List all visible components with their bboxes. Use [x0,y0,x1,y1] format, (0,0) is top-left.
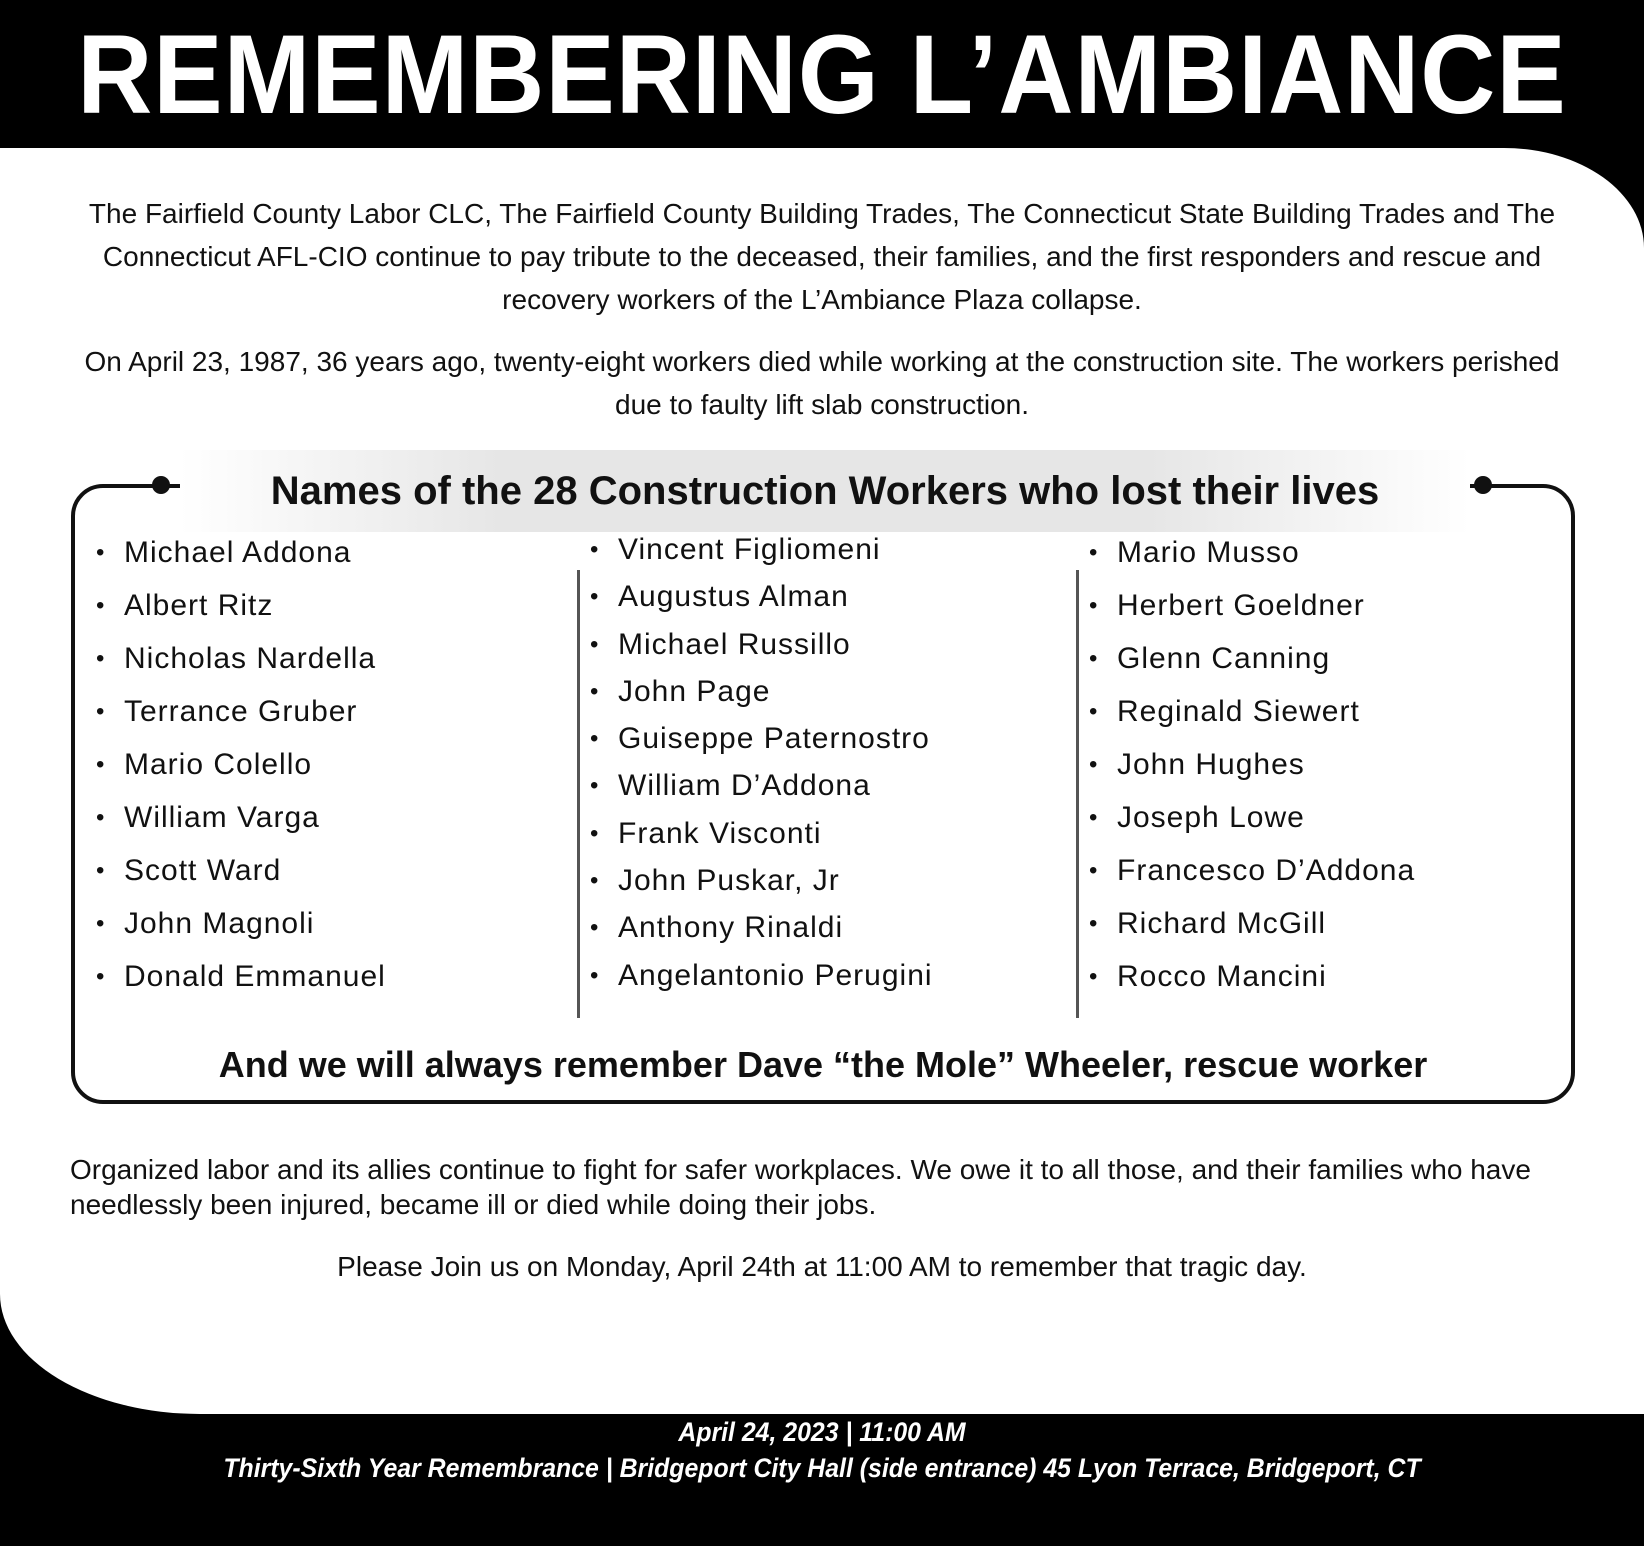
list-item: • John Puskar, Jr [588,857,933,904]
list-item: • John Magnoli [94,897,386,950]
list-item: • John Page [588,668,933,715]
names-column-2 [588,526,933,999]
closing-paragraph: Organized labor and its allies continue to fight for safer workplaces. We owe it to all those, and their families who have needlessly been injured, became ill or died while doing their jobs. [70,1154,1531,1220]
invitation: Please Join us on Monday, April 24th at 11:00 AM to remember that tragic day. [337,1251,1307,1282]
heading-right-dot [1474,476,1492,494]
names-column-3 [1087,526,1415,1003]
list-item: • Joseph Lowe [1087,791,1415,844]
content-panel [0,148,1644,1414]
column-divider [1076,570,1079,1018]
list-item: • Mario Colello [94,738,386,791]
list-item: • Nicholas Nardella [94,632,386,685]
heading-left-dot [152,476,170,494]
list-item: • Herbert Goeldner [1087,579,1415,632]
list-item: • Richard McGill [1087,897,1415,950]
list-item: • Mario Musso [1087,526,1415,579]
event-location: Thirty-Sixth Year Remembrance | Bridgeport City Hall (side entrance) 45 Lyon Terrace, Bridgeport, CT [223,1453,1421,1483]
list-item: • Glenn Canning [1087,632,1415,685]
list-item: • Guiseppe Paternostro [588,715,933,762]
list-item: • Angelantonio Perugini [588,952,933,999]
list-item: • Rocco Mancini [1087,950,1415,1003]
list-item: • Augustus Alman [588,573,933,620]
list-item: • William D’Addona [588,762,933,809]
intro-paragraph-2: On April 23, 1987, 36 years ago, twenty-eight workers died while working at the construction site. The workers perished due to faulty lift slab construction. [84,346,1560,420]
list-item: • Albert Ritz [94,579,386,632]
list-item: • Vincent Figliomeni [588,526,933,573]
page-title: REMEMBERING L’AMBIANCE [77,11,1567,138]
column-divider [577,570,580,1018]
footer [0,1414,1644,1486]
list-item: • Francesco D’Addona [1087,844,1415,897]
list-item: • William Varga [94,791,386,844]
list-item: • Scott Ward [94,844,386,897]
list-item: • Michael Addona [94,526,386,579]
list-item: • Anthony Rinaldi [588,904,933,951]
list-item: • Terrance Gruber [94,685,386,738]
rescue-worker-line: And we will always remember Dave “the Mole” Wheeler, rescue worker [218,1044,1428,1085]
event-date-time: April 24, 2023 | 11:00 AM [678,1417,966,1447]
list-item: • John Hughes [1087,738,1415,791]
list-item: • Donald Emmanuel [94,950,386,1003]
intro-paragraph-1: The Fairfield County Labor CLC, The Fairfield County Building Trades, The Connecticut State Building Trades and The Connecticut AFL-CIO continue to pay tribute to the deceased, their families, and the first responders and rescue and recovery workers of the L’Ambiance Plaza collapse. [88,198,1556,315]
list-item: • Frank Visconti [588,810,933,857]
list-item: • Michael Russillo [588,621,933,668]
names-heading: Names of the 28 Construction Workers who lost their lives [180,450,1470,532]
list-item: • Reginald Siewert [1087,685,1415,738]
names-column-1 [94,526,386,1003]
